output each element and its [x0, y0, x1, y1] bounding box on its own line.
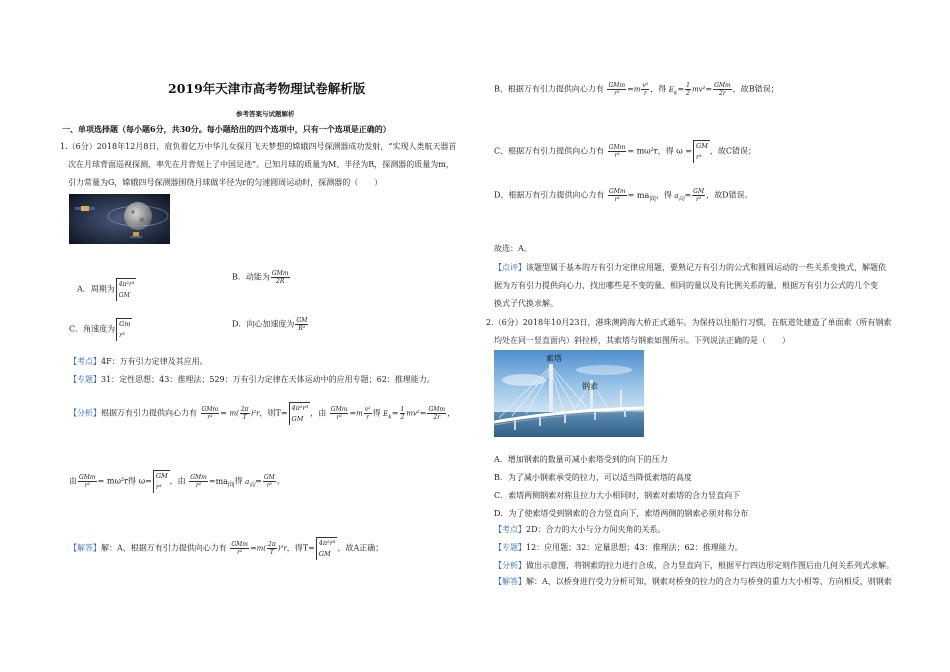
q1-d-analysis: D、根据万有引力提供向心力有 $\frac{\text{GMm}}{\text{r²}}$ = $ma_向$，得 $a_向=$ $\frac{GM}{\text{r²}}$ ，故D错误。: [494, 188, 753, 203]
q1-dianping-1: 【点评】该题型属于基本的万有引力定律应用题，要熟记万有引力的公式和圆周运动的一些关系变换式，解题依: [494, 263, 886, 272]
q2-jieda: 【解答】解：A、以桥身进行受力分析可知，钢索对桥身的拉力的合力与桥身的重力大小相等、方向相反，则钢索: [494, 577, 892, 586]
q1-answer: 故选：A。: [494, 244, 532, 253]
q1-option-d: D．向心加速度为 $\frac{GM}{\text{R²}}$: [232, 317, 308, 332]
subtitle: 参考答案与试题解析: [236, 110, 295, 118]
q1-kaodian: 【考点】4F：万有引力定律及其应用。: [69, 357, 208, 366]
q1-line2: 次在月球背面巡视探测，率先在月背刻上了中国足迹”。已知月球的质量为M、半径为R，探测器的质量为m，: [68, 160, 454, 169]
q1-lunar-probe-figure: [69, 194, 170, 244]
q2-option-b: B．为了减小钢索承受的拉力，可以适当降低索塔的高度: [494, 473, 692, 482]
q2-line1: 2.（6分）2018年10月23日，港珠澳跨海大桥正式通车。为保持以往船行习惯，在航道处建造了单面索（所有钢索: [486, 318, 892, 327]
q1-line1: 1.（6分）2018年12月8日，肩负着亿万中华儿女探月飞天梦想的嫦娥四号探测器成功发射，“实现人类航天器首: [60, 142, 457, 151]
q2-zhuanti: 【专题】12：应用题；32：定量思想；43：推理法；62：推理能力。: [494, 543, 743, 552]
q2-option-d: D．为了使索塔受到钢索的合力竖直向下，索塔两侧的钢索必须对称分布: [494, 509, 749, 518]
q1-line3: 引力常量为G，嫦娥四号探测器围绕月球做半径为r的匀速圆周运动时，探测器的（ ）: [68, 178, 383, 187]
page-title: 2019年天津市高考物理试卷解析版: [168, 81, 366, 96]
q1-option-b: B．动能为 $\frac{\text{GMm}}{2R}$: [232, 270, 289, 285]
tower-label: 索塔: [546, 354, 562, 363]
q1-fenxi-cont: 由 $\frac{\text{GMm}}{\text{r²}}$ = mω²r得 ω=GM r³，由 $\frac{\text{GMm}}{\text{r²}}$ $=ma_向$得 $a_向=$ $\frac{GM}{\text{r²}}$ 。: [69, 472, 285, 491]
q2-kaodian: 【考点】2D：合力的大小与分力间夹角的关系。: [494, 525, 666, 534]
q2-line2: 均处在同一竖直面内）斜拉桥，其索塔与钢索如图所示。下列说法正确的是（ ）: [494, 336, 790, 345]
q2-option-c: C．索塔两侧钢索对称且拉力大小相同时，钢索对索塔的合力竖直向下: [494, 491, 741, 500]
q1-dianping-3: 换式子代换求解。: [494, 299, 558, 308]
q1-option-a: A．周期为 4π²r³ GM: [77, 278, 136, 301]
q1-b-analysis: B、根据万有引力提供向心力有 $\frac{\text{GMm}}{\text{r²}}$ =m $\frac{\text{v²}}{r}$ ，得 $E_k=$ $\frac{1}{2}$ mv²= $\frac{\text{GMm}}{2r}$ ，故B错误；: [494, 82, 779, 97]
q2-fenxi: 【分析】做出示意图，将钢索的拉力进行合成，合力竖直向下，根据平行四边形定则作图后由几何关系列式求解。: [494, 561, 894, 570]
q2-option-a: A．增加钢索的数量可减小索塔受到的向下的压力: [494, 455, 668, 464]
section-heading: 一、单项选择题（每小题6分，共30分。每小题给出的四个选项中，只有一个选项是正确的）: [62, 124, 391, 134]
q1-option-c: C．角速度为Gm r³: [69, 320, 131, 339]
q1-zhuanti: 【专题】31：定性思想；43：推理法；529：万有引力定律在天体运动中的应用专题；62：推理能力。: [69, 375, 435, 384]
q1-jieda: 【解答】解：A、根据万有引力提供向心力有 $\frac{\text{GMm}}{\text{r²}}$ =m( $\frac{2\pi}{T}$ )²r，得T=4π²r³ GM，故A正确；: [69, 539, 384, 558]
q1-fenxi: 【分析】根据万有引力提供向心力有 $\frac{\text{GMm}}{\text{r²}}$ = m( $\frac{2\pi}{T}$ )²r，则T=4π²r³ GM，由 $\frac{\text{GMm}}{\text{r²}}$ =m $\frac{\text{v²}}{r}$ 得 $E_k=$ $\frac{1}{2}$ mv²= $\frac{\text{GMm}}{2r}$ ，: [69, 404, 456, 423]
cable-label: 钢索: [582, 382, 598, 391]
q1-c-analysis: C、根据万有引力提供向心力有 $\frac{\text{GMm}}{\text{r²}}$ = mω²r，得 ω =GM r³，故C错误；: [494, 142, 756, 161]
q1-dianping-2: 据为万有引力提供向心力，找出哪些是不变的量、相同的量以及有比例关系的量，根据万有引力公式的几个变: [494, 281, 878, 290]
q2-bridge-figure: [494, 350, 644, 437]
